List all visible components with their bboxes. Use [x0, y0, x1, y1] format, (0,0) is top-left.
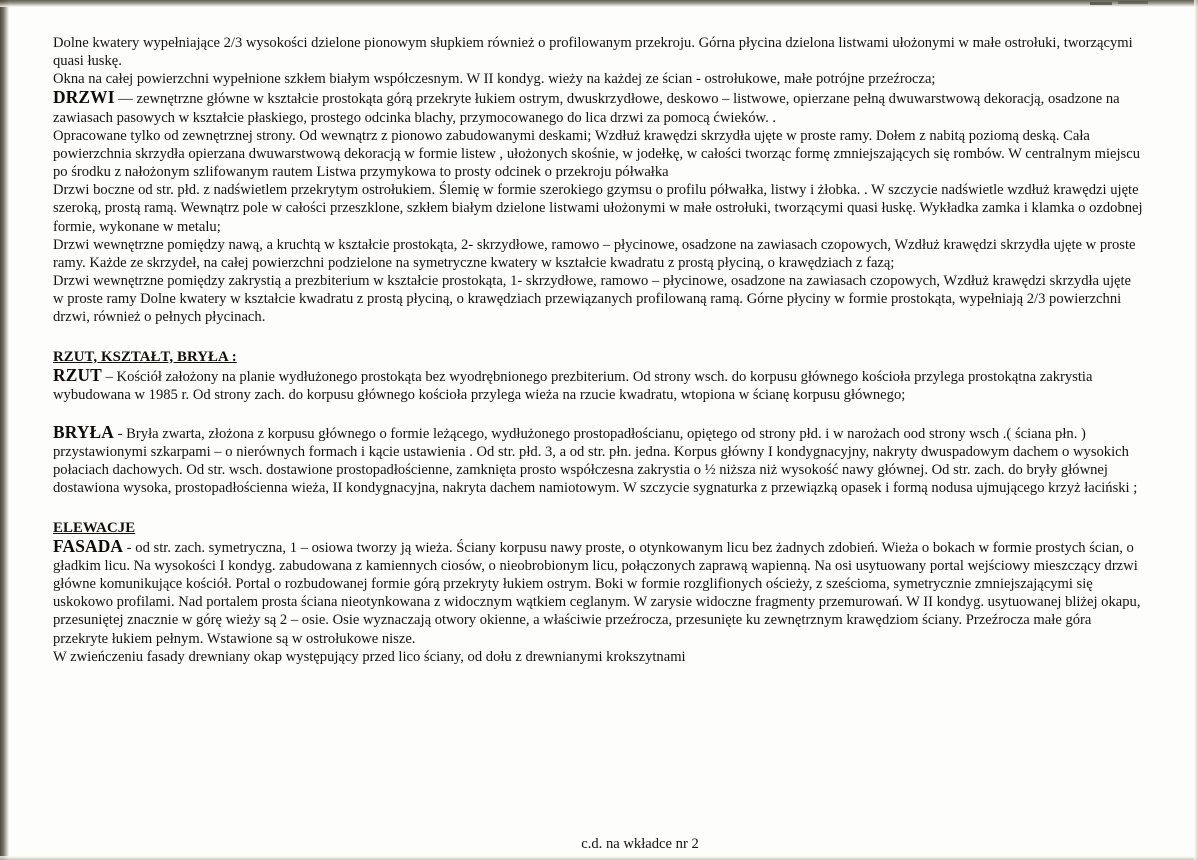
drzwi-paragraph-1 [53, 88, 1145, 126]
scan-edge-bottom-artifact [0, 856, 1198, 860]
fasada-lead-label: FASADA [53, 535, 124, 556]
bryla-paragraph [53, 423, 1145, 498]
drzwi-paragraph-1-text: — zewnętrzne główne w kształcie prostokąta górą przekryte łukiem ostrym, dwuskrzydłowe, deskowo – listwowe, opierzane pełną dwuwarstwową dekoracją, osadzone na zawiasach pasowych w kształcie płaskiego, prostego odcinka blachy, przymocowanego do lica drzwi za pomocą ćwieków. . [53, 91, 1120, 126]
fasada-paragraph-1 [53, 537, 1145, 648]
bryla-paragraph-text: - Bryła zwarta, złożona z korpusu głównego o formie leżącego, wydłużonego prostopadłościanu, opiętego od strony płd. i w narożach ood strony wsch .( ściana płn. ) przystawionymi szkarpami – o nierównych formach i kącie ustawienia . Od str. płd. 3, a od str. płn. jedna. Korpus główny I kondygnacyjny, nakryty dwuspadowym dachem o wysokich połaciach dachowych. Od str. wsch. dostawione prostopadłościenne, zamknięta prosto współczesna zakrystia o ½ niższa niż wysokość nawy głównej. Od str. zach. do bryły głównej dostawiona wysoka, prostopadłościenna wieża, II kondygnacyjna, nakryta dachem namiotowym. W szczycie sygnaturka z przewiązką opasek i formą nodusa ujmującego krzyż łaciński ; [53, 425, 1138, 497]
fasada-paragraph-1-text: - od str. zach. symetryczna, 1 – osiowa tworzy ją wieża. Ściany korpusu nawy proste, o otynkowanym licu bez żadnych zdobień. Wieża o bokach w formie prostych ścian, o gładkim licu. Na wysokości I kondyg. zabudowana z kamiennych ciosów, o nieobrobionym licu, połączonych zaprawą wapienną. Na osi usytuowany portal wejściowy mieszczący drzwi główne komunikujące kościół. Portal o rozbudowanej formie górą przekryty łukiem ostrym. Boki w formie rozglifionych ościeży, z sześcioma, symetrycznie zmniejszającymi się uskokowo profilami. Nad portalem prosta ściana nieotynkowana z widocznym wątkiem ceglanym. W zarysie widoczne fragmenty przemurowań. W II kondyg. usytuowanej bliżej okapu, przesuniętej znacznie w górę wieży są 2 – osie. Osie wyznaczają otwory okienne, a właściwie przeźrocza, przesunięte ku zewnętrznym krawędziom ściany. Przeźrocza małe góra przekryte łukiem pełnym. Wstawione są w ostrołukowe nisze. [53, 539, 1141, 647]
intro-paragraph-2: Okna na całej powierzchni wypełnione szkłem białym współczesnym. W II kondyg. wieży na każdej ze ścian - ostrołukowe, małe potrójne przeźrocza; [53, 71, 936, 88]
drzwi-paragraph-2: Opracowane tylko od zewnętrznej strony. Od wewnątrz z pionowo zabudowanymi deskami; Wzdłuż krawędzi skrzydła ujęte w proste ramy. Dołem z nabitą poziomą deską. Cała powierzchnia skrzydła opierzana dwuwarstwową dekoracją w formie listew , ułożonych skośnie, w jodełkę, w całości tworząc formę zmniejszających się rombów. W centralnym miejscu po środku z nałożonym szlifowanym rautem Listwa przymykowa to prosty odcinek o przekroju półwałka [53, 127, 1140, 181]
drzwi-lead-label: DRZWI [53, 87, 115, 108]
drzwi-paragraph-3: Drzwi boczne od str. płd. z nadświetlem przekrytym ostrołukiem. Ślemię w formie szerokiego gzymsu o profilu półwałka, listwy i żłobka. . W szczycie nadświetle wzdłuż krawędzi ujęte szeroką, prostą ramą. Wewnątrz pole w całości przeszklone, szkłem białym dzielone listwami ułożonymi w małe ostrołuki, tworzącymi quasi łuskę. Wykładka zamka i klamka o ozdobnej formie, wykonane w metalu; [53, 182, 1143, 235]
rzut-paragraph [53, 366, 1145, 404]
section-spacer [53, 404, 1145, 423]
scan-edge-left-artifact [0, 0, 9, 860]
drzwi-paragraph-5: Drzwi wewnętrzne pomiędzy zakrystią a prezbiterium w kształcie prostokąta, 1- skrzydłowe, ramowo – płycinowe, osadzone na zawiasach czopowych, Wzdłuż krawędzi skrzydła ujęte w proste ramy Dolne kwatery w kształcie kwadratu z prostą płyciną, o krawędziach przewiązanych profilowaną ramą. Górne płyciny w formie prostokąta, wypełniają 2/3 powierzchni drzwi, również o pełnych płycinach. [53, 273, 1132, 326]
scan-edge-right-artifact [1194, 0, 1198, 860]
bryla-lead-label: BRYŁA [53, 421, 115, 442]
section-spacer [53, 498, 1145, 519]
scan-speck-artifact [1118, 1, 1148, 4]
rzut-lead-label: RZUT [53, 364, 102, 385]
section-heading-elewacje: ELEWACJE [53, 519, 136, 536]
document-body [53, 34, 1145, 852]
section-heading-rzut-ksztalt-bryla: RZUT, KSZTAŁT, BRYŁA : [53, 348, 237, 365]
fasada-paragraph-2: W zwieńczeniu fasady drewniany okap występujący przed lico ściany, od dołu z drewnianymi krokszytnami [53, 648, 686, 665]
scan-speck-artifact [1090, 2, 1112, 5]
scan-edge-top-artifact [0, 0, 1198, 7]
section-spacer [53, 327, 1145, 348]
intro-paragraph-1: Dolne kwatery wypełniające 2/3 wysokości dzielone pionowym słupkiem również o profilowanym przekroju. Górna płycina dzielona listwami ułożonymi w małe ostrołuki, tworzącymi quasi łuskę. [53, 35, 1133, 70]
footer-continuation-note: c.d. na wkładce nr 2 [581, 836, 699, 852]
drzwi-paragraph-4: Drzwi wewnętrzne pomiędzy nawą, a kruchtą w kształcie prostokąta, 2- skrzydłowe, ramowo – płycinowe, osadzone na zawiasach czopowych, Wzdłuż krawędzi skrzydła ujęte w proste ramy. Każde ze skrzydeł, na całej powierzchni podzielone na symetryczne kwatery w kształcie kwadratu z prostą płyciną, o krawędziach z fazą; [53, 236, 1136, 271]
rzut-paragraph-text: – Kościół założony na planie wydłużonego prostokąta bez wyodrębnionego prezbiterium. Od strony wsch. do korpusu głównego kościoła przylega prostokątna zakrystia wybudowana w 1985 r. Od strony zach. do korpusu głównego kościoła przylega wieża na rzucie kwadratu, wtopiona w ścianę korpusu głównego; [53, 368, 1093, 403]
